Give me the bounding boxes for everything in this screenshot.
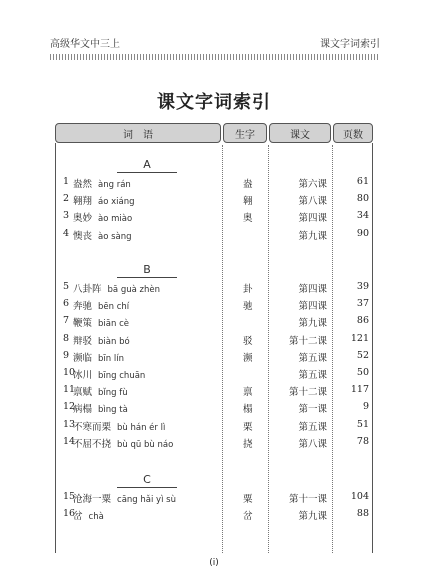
entry-word (73, 315, 129, 329)
entry-number: 1 (63, 176, 70, 187)
entry-pinyin: ào sàng (98, 231, 132, 242)
entry-page: 61 (356, 176, 369, 187)
entry-word-text: 辩驳 (73, 335, 93, 347)
entry-word-text: 冰川 (73, 370, 93, 381)
entry-word (73, 333, 130, 347)
entry-lesson: 第九课 (298, 318, 327, 330)
entry-page: 52 (356, 349, 369, 361)
header-book-title: 高级华文中三上 (50, 38, 120, 50)
entry-pinyin: chà (88, 512, 104, 523)
entry-word-text: 禀赋 (73, 387, 93, 399)
entry-word (73, 350, 124, 364)
column-header-char: 生字 (223, 123, 267, 143)
section-underline (117, 277, 177, 278)
entry-lesson: 第五课 (298, 370, 327, 381)
section-letter-text: B (143, 263, 151, 276)
entry-page: 50 (356, 367, 369, 378)
entry-pinyin: biān cè (98, 319, 129, 330)
entry-word (73, 210, 132, 224)
entry-pinyin: bā guà zhèn (107, 285, 160, 295)
entry-number: 14 (63, 435, 76, 447)
entry-character: 卦 (243, 284, 253, 295)
entry-word-text: 奔驰 (73, 301, 93, 313)
entry-number: 10 (63, 367, 76, 378)
table-row (55, 348, 373, 365)
entry-page: 39 (356, 281, 369, 292)
entry-number: 7 (63, 315, 70, 327)
entry-page: 37 (356, 298, 369, 310)
entry-word-text: 病榻 (73, 404, 93, 416)
table-row (55, 399, 373, 416)
section-letter (117, 158, 177, 173)
page-title: 课文字词索引 (157, 92, 271, 113)
entry-word-text: 鞭策 (73, 318, 93, 330)
entry-character: 岔 (243, 511, 253, 523)
entry-lesson: 第四课 (298, 213, 327, 225)
entry-pinyin: àng rán (98, 180, 131, 190)
entry-pinyin: biàn bó (98, 336, 130, 347)
entry-number: 12 (63, 401, 76, 413)
entry-lesson: 第九课 (298, 511, 327, 523)
entry-word (73, 176, 131, 190)
entry-number: 5 (63, 281, 70, 292)
entry-character: 驰 (243, 301, 253, 313)
header-section-title: 课文字词索引 (320, 38, 380, 50)
entry-lesson: 第四课 (298, 301, 327, 313)
entry-word-text: 不屈不挠 (73, 438, 112, 450)
entry-number: 8 (63, 332, 70, 344)
entry-word (73, 281, 160, 295)
entry-page: 121 (350, 332, 369, 344)
entry-word-text: 奥妙 (73, 213, 93, 225)
section-letter-text: C (143, 473, 151, 486)
section-letter (117, 473, 177, 488)
entry-character: 濒 (243, 352, 253, 364)
table-row (55, 226, 373, 243)
table-row (55, 208, 373, 225)
entry-page: 86 (356, 315, 369, 327)
entry-lesson: 第八课 (298, 196, 327, 208)
entry-word-text: 不寒而栗 (73, 421, 112, 433)
entry-pinyin: bīng chuān (98, 371, 146, 381)
table-row (55, 417, 373, 434)
entry-word (73, 228, 132, 242)
entry-pinyin: ào miào (98, 214, 133, 225)
header-rule (50, 54, 380, 60)
entry-word-text: 沧海一粟 (73, 494, 112, 505)
running-header (50, 30, 380, 54)
entry-character: 禀 (243, 387, 253, 399)
entry-word-text: 盎然 (73, 179, 93, 190)
entry-page: 104 (350, 491, 369, 502)
entry-number: 16 (63, 508, 76, 520)
entry-page: 80 (356, 193, 369, 205)
entry-page: 88 (356, 508, 369, 520)
entry-number: 13 (63, 418, 76, 430)
entry-number: 15 (63, 491, 76, 502)
entry-lesson: 第五课 (298, 421, 327, 433)
table-row (55, 331, 373, 348)
entry-word (73, 491, 176, 505)
entry-word-text: 翱翔 (73, 196, 93, 208)
section-letter (117, 263, 177, 278)
entry-word (73, 436, 173, 450)
entry-lesson: 第十二课 (288, 387, 327, 399)
entry-number: 4 (63, 227, 70, 239)
entry-character: 驳 (243, 335, 253, 347)
entry-lesson: 第十二课 (288, 335, 327, 347)
entry-lesson: 第八课 (298, 438, 327, 450)
entry-word (73, 193, 135, 207)
entry-pinyin: cāng hǎi yì sù (117, 495, 176, 505)
table-row (55, 296, 373, 313)
table-row (55, 279, 373, 296)
entry-pinyin: bīn lín (98, 353, 124, 364)
column-header-page: 页数 (333, 123, 373, 143)
table-row (55, 365, 373, 382)
entry-word-text: 八卦阵 (73, 284, 102, 295)
table-row (55, 313, 373, 330)
entry-word (73, 367, 145, 381)
index-table (55, 123, 373, 553)
entry-pinyin: bǐng fù (98, 388, 128, 399)
entry-character: 栗 (243, 421, 253, 433)
entry-character: 挠 (243, 438, 253, 450)
table-row (55, 174, 373, 191)
column-header-word: 词 语 (55, 123, 221, 143)
table-row (55, 434, 373, 451)
page-number: (i) (209, 558, 219, 568)
entry-character: 盎 (243, 179, 253, 190)
entry-page: 9 (362, 401, 369, 413)
table-row (55, 489, 373, 506)
section-underline (117, 172, 177, 173)
entry-word (73, 401, 128, 415)
entry-word-text: 懊丧 (73, 230, 93, 242)
entry-page: 78 (356, 435, 369, 447)
entry-lesson: 第五课 (298, 352, 327, 364)
entry-word (73, 508, 104, 522)
entry-pinyin: bù hán ér lì (117, 422, 166, 433)
entry-lesson: 第十一课 (288, 494, 327, 505)
entry-number: 6 (63, 298, 70, 310)
entry-lesson: 第六课 (298, 179, 327, 190)
entry-pinyin: bìng tà (98, 405, 128, 416)
table-row (55, 506, 373, 523)
entry-page: 90 (356, 227, 369, 239)
entry-word-text: 岔 (73, 511, 83, 523)
entry-number: 9 (63, 349, 70, 361)
entry-number: 2 (63, 193, 70, 205)
entry-character: 榻 (243, 404, 253, 416)
entry-pinyin: bēn chí (98, 302, 130, 313)
entry-character: 翱 (243, 196, 253, 208)
entry-pinyin: áo xiáng (98, 197, 135, 208)
entry-number: 11 (63, 384, 76, 396)
entry-lesson: 第一课 (298, 404, 327, 416)
entry-lesson: 第四课 (298, 284, 327, 295)
entry-character: 奥 (243, 213, 253, 225)
entry-lesson: 第九课 (298, 230, 327, 242)
entry-page: 51 (356, 418, 369, 430)
entry-pinyin: bù qū bù náo (117, 439, 174, 450)
section-letter-text: A (143, 158, 151, 171)
column-header-lesson: 课文 (269, 123, 331, 143)
entry-page: 117 (350, 384, 369, 396)
table-row (55, 382, 373, 399)
entry-word (73, 384, 128, 398)
entry-word-text: 濒临 (73, 352, 93, 364)
entry-character: 粟 (243, 494, 253, 505)
table-row (55, 191, 373, 208)
entry-word (73, 298, 129, 312)
entry-page: 34 (356, 210, 369, 222)
section-underline (117, 487, 177, 488)
entry-number: 3 (63, 210, 70, 222)
entry-word (73, 419, 165, 433)
